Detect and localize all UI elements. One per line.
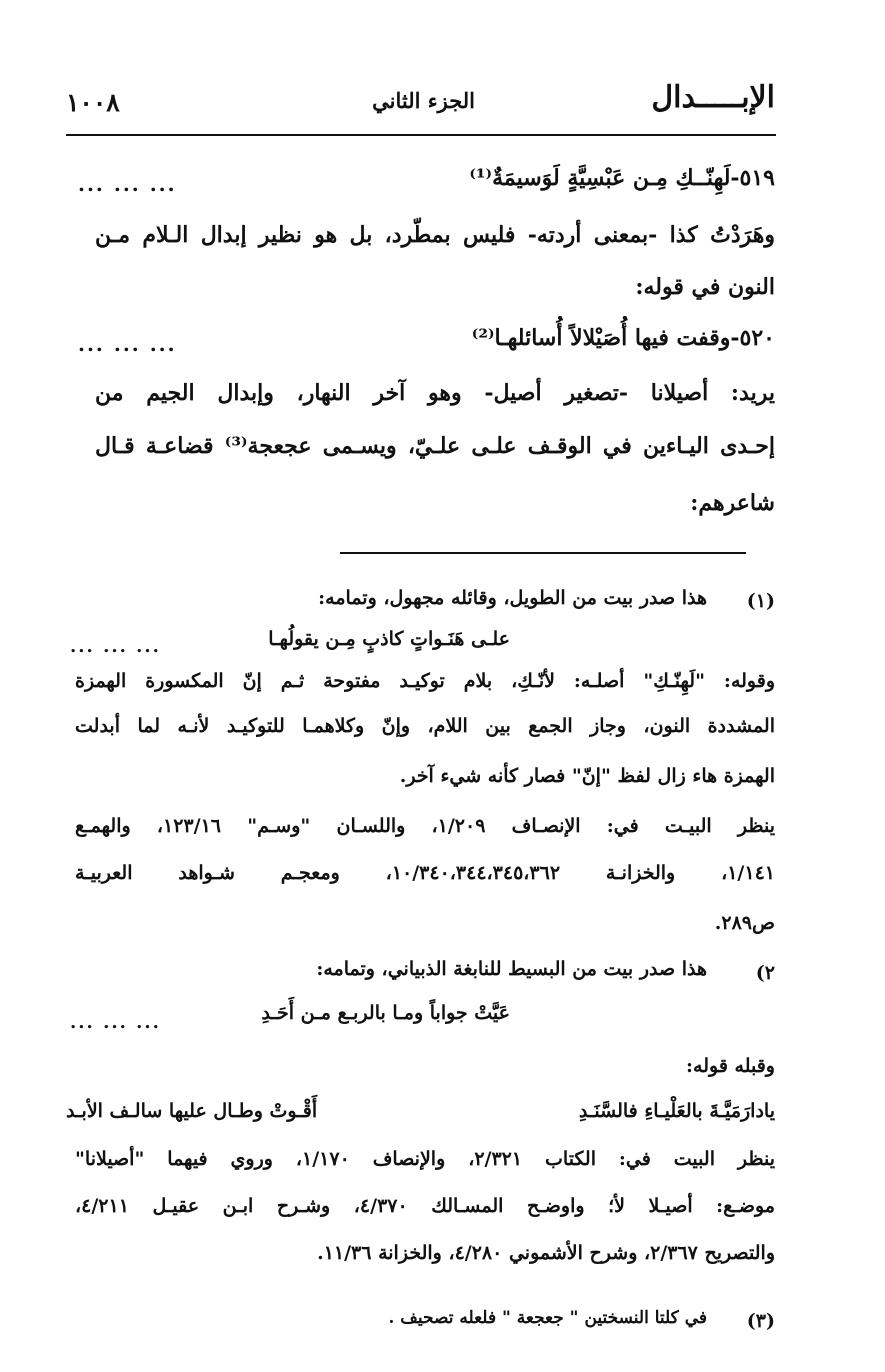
footnote-2-line-4: موضـع: أصيـلا لأ؛ واوضـح المسـالك ٤/٣٧٠، وشـرح ابـن عقيـل ٤/٢١١، [75, 1195, 775, 1217]
body-line-1: وهَرَدْتُ كذا -بمعنى أردته- فليس بمطّرد، بل هو نظير إبدال الـلام مـن [95, 222, 775, 248]
chapter-title: الإبـــــدال [651, 80, 775, 115]
footnote-1-number: (١) [746, 590, 775, 612]
footnote-separator [340, 552, 746, 554]
body-line-4: إحـدى اليـاءين في الوقـف علـى علـيّ، ويسـمى عجعجة⁽³⁾ قضاعـة قـال [95, 433, 775, 459]
footnote-2-line-3: ينظر البيت في: الكتاب ٢/٣٢١، والإنصاف ١/١٧٠، وروي فيهما "أصيلانا" [75, 1148, 775, 1170]
footnote-1-line-5: ينظر البيـت في: الإنصـاف ١/٢٠٩، واللسـان "وسـم" ١٢٣/١٦، والهمـع [75, 815, 775, 837]
footnote-1-line-7: ص٢٨٩. [714, 912, 775, 934]
footnote-1-verse: علـى هَنَـواتٍ كاذبٍ مِـن يقولُهـا [268, 628, 510, 650]
footnote-2-verse: عَيَّتْ جواباً ومـا بالربـع مـن أَحَـدِ [261, 1002, 510, 1024]
footnote-2-line-2: وقبله قوله: [686, 1055, 775, 1077]
verse-520-ellipsis: ... ... ... [78, 332, 177, 356]
footnote-3-text: في كلتا النسختين " جعجعة " فلعله تصحيف . [388, 1308, 707, 1328]
footnote-2-verse2-second-half: أَقْـوتْ وطـال عليها سالـف الأبـد [66, 1100, 318, 1122]
footnote-2-number: (٢ [755, 962, 775, 984]
footnote-1-line-3: المشددة النون، وجاز الجمع بين اللام، وإنّ وكلاهمـا للتوكيـد لأنـه لما أبدلت [75, 715, 775, 737]
body-line-5: شاعرهم: [690, 490, 775, 516]
verse-520: ٥٢٠-وقفت فيها أُصَيْلالاً أُسائلهـا⁽²⁾ [471, 325, 775, 351]
footnote-2-ellipsis: ... ... ... [70, 1012, 161, 1033]
body-line-2: النون في قوله: [635, 274, 775, 300]
page-number: ١٠٠٨ [66, 88, 120, 117]
footnote-1-line-4: الهمزة هاء زال لفظ "إنّ" فصار كأنه شيء آخر. [399, 765, 775, 787]
footnote-1-line-1: هذا صدر بيت من الطويل، وقائله مجهول، وتمامه: [318, 587, 707, 609]
footnote-2-verse2-first-half: يادارَمَيَّـةَ بالعَلْيـاءِ فالسَّنَـدِ [578, 1100, 775, 1122]
footnote-3-number: (٣) [746, 1310, 775, 1332]
verse-519-ellipsis: ... ... ... [78, 172, 177, 196]
footnote-2-line-1: هذا صدر بيت من البسيط للنابغة الذبياني، وتمامه: [316, 958, 707, 980]
header-rule [66, 134, 776, 136]
body-line-3: يريد: أصيلانا -تصغير أصيل- وهو آخر النهار، وإبدال الجيم من [95, 380, 775, 406]
footnote-2-line-5: والتصريح ٢/٣٦٧، وشرح الأشموني ٤/٢٨٠، والخزانة ١١/٣٦. [317, 1242, 775, 1264]
verse-519: ٥١٩-لَهِنّــكِ مِـن عَبْسِيَّةٍ لَوَسيمَةٌ⁽¹⁾ [469, 165, 775, 191]
footnote-1-ellipsis: ... ... ... [70, 636, 161, 657]
footnote-1-line-2: وقوله: "لَهِنّـكِ" أصلـه: لأنّـكِ، بلام توكيـد مفتوحة ثـم إنّ المكسورة الهمزة [75, 670, 775, 692]
footnote-1-line-6: ١/١٤١، والخزانـة ١٠/٣٤٠،٣٤٤،٣٤٥،٣٦٢، ومعجـم شـواهد العربيـة [75, 862, 775, 884]
part-label: الجزء الثاني [372, 88, 475, 113]
